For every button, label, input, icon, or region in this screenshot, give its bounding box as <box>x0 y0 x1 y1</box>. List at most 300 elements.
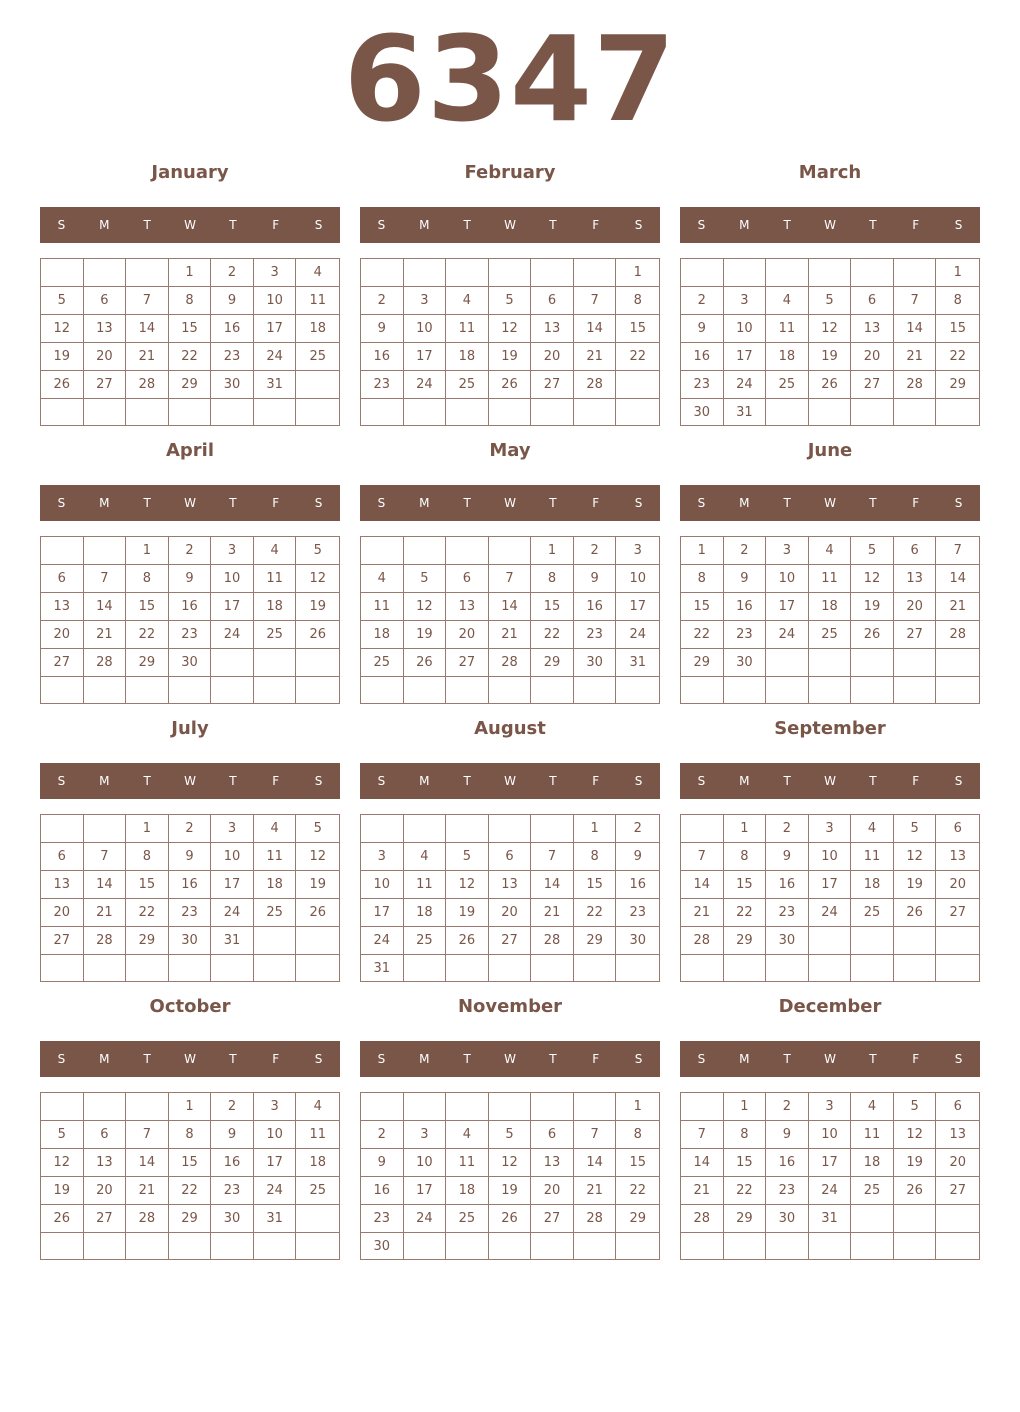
day-cell: 15 <box>724 1149 767 1177</box>
weekday-label: T <box>549 774 557 788</box>
day-cell: 21 <box>531 899 574 927</box>
day-cell <box>531 815 574 843</box>
day-cell: 2 <box>169 815 212 843</box>
day-cell: 1 <box>724 815 767 843</box>
weekday-label: S <box>57 1052 66 1066</box>
day-cell <box>681 955 724 981</box>
day-cell: 29 <box>724 1205 767 1233</box>
day-cell: 25 <box>296 1177 339 1205</box>
day-cell <box>169 399 212 425</box>
day-cell: 4 <box>254 815 297 843</box>
day-cell: 11 <box>254 843 297 871</box>
day-grid <box>360 258 660 426</box>
day-cell: 8 <box>169 287 212 315</box>
day-cell: 31 <box>809 1205 852 1233</box>
day-cell: 20 <box>936 871 979 899</box>
day-cell <box>446 1233 489 1260</box>
day-cell <box>936 927 979 955</box>
weekday-header-bar <box>360 763 660 799</box>
day-cell <box>254 399 297 425</box>
day-cell <box>851 1233 894 1259</box>
day-cell: 3 <box>404 1121 447 1149</box>
weekday-label: T <box>783 218 791 232</box>
day-cell: 27 <box>489 927 532 955</box>
day-cell <box>574 1233 617 1260</box>
day-cell: 16 <box>616 871 659 899</box>
day-cell: 12 <box>41 315 84 343</box>
weekday-label: T <box>549 496 557 510</box>
day-cell: 10 <box>616 565 659 593</box>
day-cell: 31 <box>254 1205 297 1233</box>
day-cell <box>531 955 574 982</box>
day-cell: 25 <box>766 371 809 399</box>
weekday-label: T <box>463 496 471 510</box>
weekday-label: T <box>869 1052 877 1066</box>
day-cell: 14 <box>681 1149 724 1177</box>
day-cell <box>211 1233 254 1259</box>
day-cell: 5 <box>851 537 894 565</box>
day-cell: 10 <box>404 1149 447 1177</box>
day-cell <box>489 537 532 565</box>
day-cell: 16 <box>574 593 617 621</box>
weekday-label: T <box>143 496 151 510</box>
day-cell <box>936 399 979 426</box>
day-cell <box>84 537 127 565</box>
day-cell: 16 <box>169 593 212 621</box>
weekday-label: M <box>419 774 430 788</box>
day-cell: 19 <box>489 343 532 371</box>
day-cell: 22 <box>616 1177 659 1205</box>
day-cell: 6 <box>894 537 937 565</box>
day-cell <box>84 677 127 703</box>
day-cell: 10 <box>211 843 254 871</box>
day-cell: 26 <box>404 649 447 677</box>
day-cell <box>361 1093 404 1121</box>
weekday-label: W <box>824 1052 836 1066</box>
day-cell <box>766 399 809 426</box>
day-cell: 29 <box>126 927 169 955</box>
day-cell: 19 <box>41 1177 84 1205</box>
day-cell <box>404 815 447 843</box>
day-cell: 18 <box>809 593 852 621</box>
day-cell: 11 <box>446 1149 489 1177</box>
day-cell: 22 <box>681 621 724 649</box>
day-cell: 11 <box>361 593 404 621</box>
day-cell: 15 <box>681 593 724 621</box>
day-cell: 17 <box>211 593 254 621</box>
day-cell: 12 <box>404 593 447 621</box>
day-cell: 9 <box>169 843 212 871</box>
day-cell: 26 <box>894 1177 937 1205</box>
day-grid <box>40 814 340 982</box>
day-cell: 25 <box>851 899 894 927</box>
day-cell <box>41 677 84 703</box>
day-cell <box>851 399 894 426</box>
day-cell <box>681 259 724 287</box>
day-cell: 9 <box>724 565 767 593</box>
day-cell: 26 <box>41 371 84 399</box>
day-cell: 7 <box>126 287 169 315</box>
weekday-label: T <box>229 218 237 232</box>
day-cell <box>361 537 404 565</box>
day-cell: 9 <box>361 315 404 343</box>
weekday-label: S <box>57 496 66 510</box>
month-name: June <box>807 440 853 461</box>
weekday-label: T <box>229 1052 237 1066</box>
day-cell <box>894 649 937 677</box>
day-cell <box>894 1205 937 1233</box>
day-cell: 8 <box>936 287 979 315</box>
day-cell <box>361 399 404 425</box>
weekday-label: S <box>634 496 643 510</box>
day-cell: 29 <box>531 649 574 677</box>
day-cell: 1 <box>574 815 617 843</box>
weekday-label: S <box>314 774 323 788</box>
month-name: September <box>774 718 886 739</box>
day-cell: 3 <box>211 815 254 843</box>
day-cell: 30 <box>681 399 724 426</box>
day-cell: 8 <box>616 287 659 315</box>
day-cell <box>84 259 127 287</box>
day-cell: 23 <box>361 1205 404 1233</box>
day-cell: 5 <box>404 565 447 593</box>
weekday-label: T <box>783 496 791 510</box>
day-cell: 2 <box>211 1093 254 1121</box>
day-cell: 4 <box>404 843 447 871</box>
day-cell: 16 <box>211 1149 254 1177</box>
day-cell <box>41 955 84 981</box>
day-cell <box>851 1205 894 1233</box>
day-cell: 28 <box>681 1205 724 1233</box>
day-cell: 13 <box>531 1149 574 1177</box>
weekday-header-bar <box>360 485 660 521</box>
day-cell: 20 <box>894 593 937 621</box>
day-cell: 10 <box>766 565 809 593</box>
weekday-label: M <box>739 218 750 232</box>
day-cell: 10 <box>254 1121 297 1149</box>
day-cell: 18 <box>446 1177 489 1205</box>
weekday-label: M <box>739 1052 750 1066</box>
day-cell: 27 <box>531 371 574 399</box>
day-cell: 18 <box>851 1149 894 1177</box>
day-cell: 2 <box>361 1121 404 1149</box>
day-cell: 26 <box>41 1205 84 1233</box>
day-cell: 23 <box>616 899 659 927</box>
day-cell: 13 <box>489 871 532 899</box>
weekday-header-bar <box>680 763 980 799</box>
day-cell: 12 <box>41 1149 84 1177</box>
day-cell <box>211 399 254 425</box>
day-grid <box>680 1092 980 1260</box>
day-cell: 21 <box>574 343 617 371</box>
day-cell <box>809 677 852 703</box>
day-cell <box>574 399 617 425</box>
day-cell: 19 <box>809 343 852 371</box>
day-cell <box>936 1205 979 1233</box>
day-cell <box>446 399 489 425</box>
day-cell: 2 <box>616 815 659 843</box>
day-cell: 16 <box>361 1177 404 1205</box>
day-cell: 13 <box>531 315 574 343</box>
day-cell: 4 <box>254 537 297 565</box>
day-cell: 4 <box>446 287 489 315</box>
day-cell: 4 <box>296 259 339 287</box>
day-cell: 23 <box>361 371 404 399</box>
day-cell: 13 <box>851 315 894 343</box>
day-cell <box>296 1205 339 1233</box>
day-cell: 14 <box>126 1149 169 1177</box>
day-cell: 30 <box>766 927 809 955</box>
day-cell: 8 <box>574 843 617 871</box>
day-cell: 29 <box>126 649 169 677</box>
day-cell: 3 <box>809 815 852 843</box>
day-cell: 11 <box>851 1121 894 1149</box>
day-cell: 7 <box>126 1121 169 1149</box>
day-cell: 17 <box>724 343 767 371</box>
weekday-label: M <box>739 496 750 510</box>
day-cell <box>531 1093 574 1121</box>
month-name: November <box>457 996 563 1017</box>
day-cell <box>169 677 212 703</box>
day-cell: 22 <box>169 1177 212 1205</box>
day-cell <box>254 677 297 703</box>
weekday-label: F <box>912 496 920 510</box>
day-cell: 31 <box>254 371 297 399</box>
day-cell: 18 <box>254 593 297 621</box>
day-cell: 9 <box>169 565 212 593</box>
day-cell <box>296 955 339 981</box>
weekday-label: M <box>99 218 110 232</box>
day-cell: 18 <box>254 871 297 899</box>
month-name: July <box>171 718 209 739</box>
weekday-label: M <box>99 774 110 788</box>
day-cell <box>851 955 894 981</box>
day-cell <box>361 677 404 703</box>
day-cell <box>296 399 339 425</box>
month-name: March <box>798 162 862 183</box>
day-cell: 26 <box>489 371 532 399</box>
day-cell <box>681 1233 724 1259</box>
day-cell: 18 <box>766 343 809 371</box>
day-cell: 18 <box>404 899 447 927</box>
weekday-label: F <box>912 774 920 788</box>
day-cell: 28 <box>126 1205 169 1233</box>
day-cell: 29 <box>169 1205 212 1233</box>
day-cell: 23 <box>211 343 254 371</box>
day-cell: 23 <box>724 621 767 649</box>
day-cell: 15 <box>169 1149 212 1177</box>
weekday-label: F <box>592 496 600 510</box>
weekday-label: W <box>824 218 836 232</box>
day-cell <box>84 1093 127 1121</box>
day-cell <box>809 927 852 955</box>
day-cell: 26 <box>809 371 852 399</box>
day-cell: 3 <box>766 537 809 565</box>
weekday-header-bar <box>40 1041 340 1077</box>
weekday-header-bar <box>680 485 980 521</box>
day-cell: 5 <box>446 843 489 871</box>
weekday-header-bar <box>680 207 980 243</box>
day-cell <box>809 1233 852 1259</box>
day-cell: 19 <box>446 899 489 927</box>
day-cell: 9 <box>574 565 617 593</box>
weekday-label: S <box>314 496 323 510</box>
day-cell: 4 <box>851 815 894 843</box>
weekday-label: W <box>504 218 516 232</box>
weekday-label: T <box>463 218 471 232</box>
weekday-label: W <box>824 774 836 788</box>
weekday-label: T <box>463 774 471 788</box>
day-cell: 5 <box>296 537 339 565</box>
day-cell <box>894 1233 937 1259</box>
day-cell: 21 <box>681 899 724 927</box>
day-cell: 19 <box>296 871 339 899</box>
day-cell: 7 <box>574 1121 617 1149</box>
day-cell: 25 <box>254 899 297 927</box>
day-cell: 17 <box>404 1177 447 1205</box>
day-cell: 12 <box>489 315 532 343</box>
day-cell: 27 <box>446 649 489 677</box>
day-cell: 6 <box>936 815 979 843</box>
day-cell: 6 <box>936 1093 979 1121</box>
day-cell: 20 <box>41 621 84 649</box>
day-cell: 13 <box>41 871 84 899</box>
day-cell: 24 <box>809 1177 852 1205</box>
day-cell <box>766 1233 809 1259</box>
day-cell: 1 <box>531 537 574 565</box>
day-cell <box>84 1233 127 1259</box>
day-cell: 24 <box>211 621 254 649</box>
day-cell: 15 <box>126 871 169 899</box>
day-cell: 20 <box>936 1149 979 1177</box>
day-cell: 4 <box>766 287 809 315</box>
weekday-label: F <box>912 1052 920 1066</box>
day-cell <box>894 677 937 703</box>
weekday-label: W <box>504 1052 516 1066</box>
day-cell <box>404 259 447 287</box>
day-cell: 6 <box>489 843 532 871</box>
day-cell: 24 <box>766 621 809 649</box>
day-cell: 16 <box>211 315 254 343</box>
day-cell: 6 <box>531 287 574 315</box>
weekday-label: F <box>592 218 600 232</box>
day-cell <box>126 1233 169 1259</box>
weekday-label: T <box>229 774 237 788</box>
weekday-label: M <box>99 496 110 510</box>
day-cell <box>681 815 724 843</box>
weekday-header-bar <box>360 1041 660 1077</box>
day-cell <box>296 927 339 955</box>
day-cell: 1 <box>169 1093 212 1121</box>
day-cell: 2 <box>211 259 254 287</box>
day-cell: 16 <box>681 343 724 371</box>
weekday-label: S <box>377 1052 386 1066</box>
day-cell: 27 <box>84 371 127 399</box>
day-cell: 16 <box>766 1149 809 1177</box>
day-cell: 19 <box>894 871 937 899</box>
day-cell: 26 <box>851 621 894 649</box>
day-grid <box>680 814 980 982</box>
day-cell <box>446 259 489 287</box>
day-cell: 23 <box>574 621 617 649</box>
day-cell: 6 <box>41 565 84 593</box>
day-cell: 7 <box>489 565 532 593</box>
day-cell: 15 <box>616 1149 659 1177</box>
weekday-label: S <box>377 496 386 510</box>
day-cell <box>41 259 84 287</box>
day-cell: 4 <box>446 1121 489 1149</box>
day-cell <box>724 1233 767 1259</box>
day-grid <box>680 536 980 704</box>
weekday-label: S <box>697 774 706 788</box>
day-cell: 23 <box>211 1177 254 1205</box>
day-cell: 3 <box>404 287 447 315</box>
day-cell: 10 <box>254 287 297 315</box>
weekday-header-bar <box>40 207 340 243</box>
day-cell: 20 <box>489 899 532 927</box>
day-cell: 26 <box>296 899 339 927</box>
day-cell: 14 <box>489 593 532 621</box>
day-cell: 30 <box>361 1233 404 1260</box>
day-cell: 4 <box>809 537 852 565</box>
day-cell: 21 <box>84 621 127 649</box>
day-cell <box>361 259 404 287</box>
day-cell <box>84 399 127 425</box>
day-cell: 19 <box>489 1177 532 1205</box>
day-cell <box>126 955 169 981</box>
day-cell: 27 <box>84 1205 127 1233</box>
weekday-label: M <box>419 218 430 232</box>
day-cell: 18 <box>296 315 339 343</box>
day-cell: 27 <box>894 621 937 649</box>
day-cell: 10 <box>724 315 767 343</box>
day-cell: 10 <box>809 843 852 871</box>
weekday-label: F <box>272 496 280 510</box>
day-cell: 21 <box>936 593 979 621</box>
day-grid <box>680 258 980 426</box>
month-name: April <box>165 440 215 461</box>
day-cell: 17 <box>809 1149 852 1177</box>
day-cell: 30 <box>211 1205 254 1233</box>
weekday-label: F <box>592 774 600 788</box>
day-cell: 20 <box>531 1177 574 1205</box>
weekday-label: S <box>697 218 706 232</box>
day-cell: 30 <box>724 649 767 677</box>
day-cell: 13 <box>894 565 937 593</box>
day-cell: 18 <box>446 343 489 371</box>
weekday-label: T <box>549 1052 557 1066</box>
weekday-label: F <box>272 774 280 788</box>
day-cell: 14 <box>681 871 724 899</box>
day-cell: 25 <box>446 1205 489 1233</box>
month-name: August <box>474 718 546 739</box>
day-cell: 28 <box>531 927 574 955</box>
weekday-label: S <box>314 218 323 232</box>
day-cell: 15 <box>616 315 659 343</box>
day-cell: 8 <box>126 843 169 871</box>
weekday-label: S <box>634 218 643 232</box>
day-cell: 17 <box>766 593 809 621</box>
day-cell: 26 <box>296 621 339 649</box>
day-cell: 22 <box>724 899 767 927</box>
weekday-label: M <box>739 774 750 788</box>
day-cell: 1 <box>724 1093 767 1121</box>
day-cell: 22 <box>616 343 659 371</box>
day-cell <box>446 815 489 843</box>
day-cell <box>211 649 254 677</box>
day-cell: 6 <box>84 1121 127 1149</box>
day-cell: 25 <box>446 371 489 399</box>
